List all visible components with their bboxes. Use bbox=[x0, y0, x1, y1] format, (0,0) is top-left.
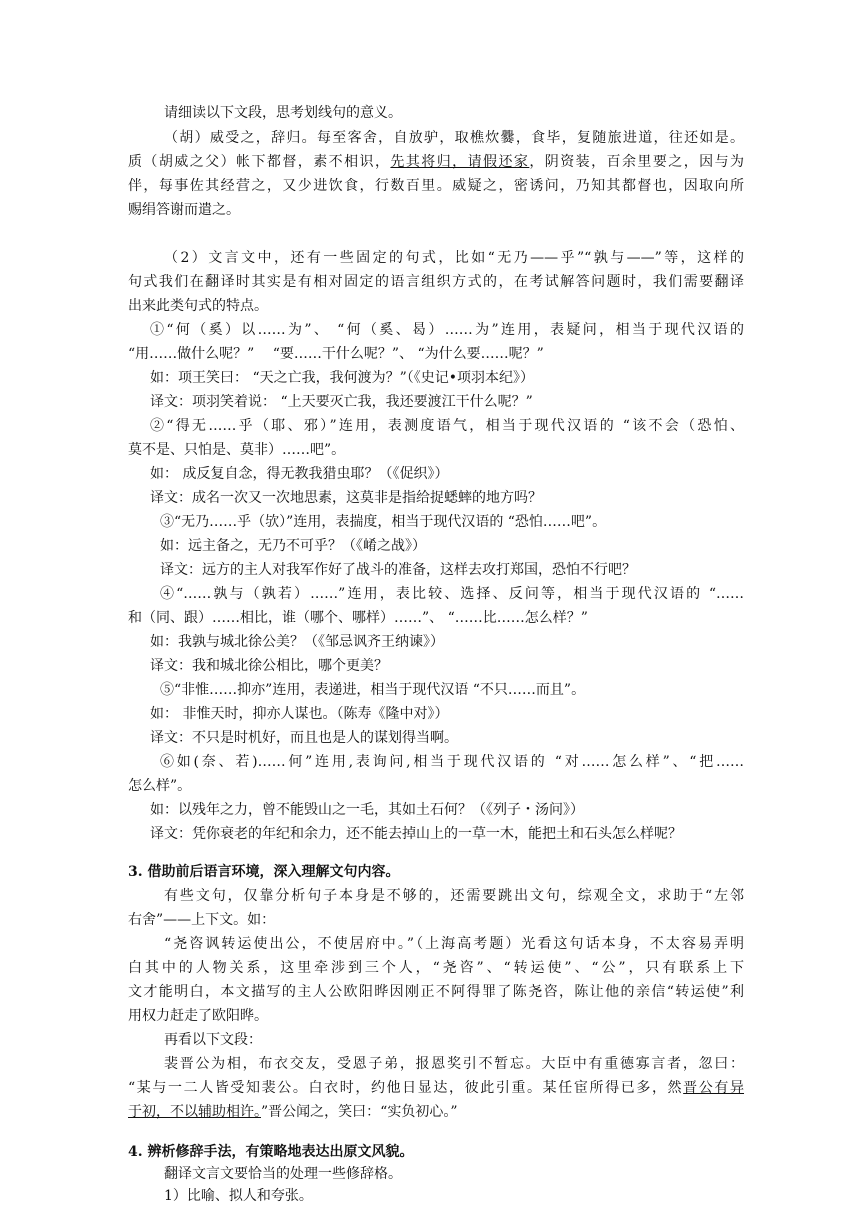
pattern-item: 和（同、跟）……相比，谁（哪个、哪样）……”、 “……比……怎么样？” bbox=[128, 610, 588, 626]
passage-line: 伴，每事佐其经营之，又少进饮食，行数百里。威疑之，密诱问，乃知其都督也，因取向所 bbox=[128, 178, 744, 194]
example-line: 如：远主备之，无乃不可乎？（《崤之战》） bbox=[160, 538, 426, 554]
pattern-item: ⑤“非惟……抑亦”连用，表递进，相当于现代汉语 “不只……而且”。 bbox=[160, 682, 586, 698]
paragraph-line: 再看以下文段： bbox=[164, 1032, 262, 1048]
pattern-item: ④“……孰与（孰若）……”连用，表比较、选择、反问等，相当于现代汉语的 “…… bbox=[160, 586, 744, 602]
pattern-item: ⑥如(奈、若)……何”连用,表询问,相当于现代汉语的 “对……怎么样”、“把…… bbox=[160, 754, 744, 770]
paragraph-line: 出来此类句式的特点。 bbox=[128, 298, 268, 314]
paragraph-line: 句式我们在翻译时其实是有相对固定的语言组织方式的，在考试解答问题时，我们需要翻译 bbox=[128, 274, 744, 290]
pattern-item: “用……做什么呢？” “要……干什么呢？”、 “为什么要……呢？” bbox=[128, 346, 544, 362]
paragraph-line: 右舍”——上下文。如： bbox=[128, 912, 276, 928]
passage-line: 于初，不以辅助相许。”晋公闻之，笑曰：“实负初心。” bbox=[128, 1104, 458, 1120]
passage-line: 质（胡威之父）帐下都督，素不相识，先其将归，请假还家，阴资装，百余里要之，因与为 bbox=[128, 154, 745, 170]
pattern-item: ①“何（奚）以……为”、 “何（奚、曷）……为”连用，表疑问，相当于现代汉语的 bbox=[150, 322, 744, 338]
pattern-item: 怎么样”。 bbox=[128, 778, 192, 794]
section-heading: 4. 辨析修辞手法，有策略地表达出原文风貌。 bbox=[128, 1144, 414, 1160]
example-line: 如：以残年之力，曾不能毁山之一毛，其如土石何？（《列子・汤问》） bbox=[150, 802, 584, 818]
translation-line: 译文：凭你衰老的年纪和余力，还不能去掉山上的一草一木，能把土和石头怎么样呢？ bbox=[150, 826, 682, 842]
intro-line: 请细读以下文段，思考划线句的意义。 bbox=[164, 105, 402, 121]
passage-line: 裴晋公为相，布衣交友，受恩子弟，报恩奖引不暂忘。大臣中有重德寡言者，忽曰： bbox=[164, 1056, 744, 1072]
pattern-item: 莫不是、只怕是、莫非）……吧”。 bbox=[128, 442, 346, 458]
paragraph-line: （2）文言文中，还有一些固定的句式，比如“无乃——乎”“孰与——”等，这样的 bbox=[164, 250, 744, 266]
paragraph-line: 1）比喻、拟人和夸张。 bbox=[164, 1188, 313, 1204]
underlined-sentence: 于初，不以辅助相许。 bbox=[128, 1104, 261, 1120]
translation-line: 译文：项羽笑着说： “上天要灭亡我，我还要渡江干什么呢？” bbox=[150, 394, 533, 410]
passage-line: （胡）威受之，辞归。每至客舍，自放驴，取樵炊爨，食毕，复随旅进道，往还如是。 bbox=[164, 130, 744, 146]
example-line: 如：项王笑曰： “天之亡我，我何渡为？”（《史记•项羽本纪》） bbox=[150, 370, 535, 386]
passage-line: “某与一二人皆受知裴公。白衣时，约他日显达，彼此引重。某任宦所得已多，然晋公有异 bbox=[128, 1080, 745, 1096]
paragraph-line: 文才能明白，本文描写的主人公欧阳晔因刚正不阿得罪了陈尧咨，陈让他的亲信“转运使”利 bbox=[128, 984, 744, 1000]
paragraph-line: “尧咨讽转运使出公，不使居府中。”（上海高考题）光看这句话本身，不太容易弄明 bbox=[164, 936, 744, 952]
underlined-sentence: 晋公有异 bbox=[683, 1080, 745, 1096]
translation-line: 译文：我和城北徐公相比，哪个更美？ bbox=[150, 658, 388, 674]
translation-line: 译文：成名一次又一次地思素，这莫非是指给捉蟋蟀的地方吗？ bbox=[150, 490, 542, 506]
pattern-item: ③“无乃……乎（欤）”连用，表揣度，相当于现代汉语的 “恐怕……吧”。 bbox=[160, 514, 607, 530]
example-line: 如： 非惟天时，抑亦人谋也。（陈寿《隆中对》） bbox=[150, 706, 449, 722]
translation-line: 译文：不只是时机好，而且也是人的谋划得当啊。 bbox=[150, 730, 458, 746]
paragraph-line: 翻译文言文要恰当的处理一些修辞格。 bbox=[164, 1166, 402, 1182]
example-line: 如：我孰与城北徐公美？（《邹忌讽齐王纳谏》） bbox=[150, 634, 444, 650]
paragraph-line: 有些文句，仅靠分析句子本身是不够的，还需要跳出文句，综观全文，求助于“左邻 bbox=[164, 888, 744, 904]
pattern-item: ②“得无……乎（耶、邪）”连用，表测度语气，相当于现代汉语的 “该不会（恐怕、 bbox=[150, 418, 744, 434]
paragraph-line: 白其中的人物关系，这里牵涉到三个人，“尧咨”、“转运使”、“公”，只有联系上下 bbox=[128, 960, 744, 976]
underlined-sentence: 先其将归，请假还家 bbox=[390, 154, 530, 170]
section-heading: 3. 借助前后语言环境，深入理解文句内容。 bbox=[128, 864, 400, 880]
translation-line: 译文：远方的主人对我军作好了战斗的准备，这样去攻打郑国，恐怕不行吧？ bbox=[160, 562, 636, 578]
example-line: 如： 成反复自念，得无教我猎虫耶？（《促织》） bbox=[150, 466, 449, 482]
paragraph-line: 用权力赶走了欧阳晔。 bbox=[128, 1008, 268, 1024]
passage-line: 赐绢答谢而遣之。 bbox=[128, 202, 240, 218]
